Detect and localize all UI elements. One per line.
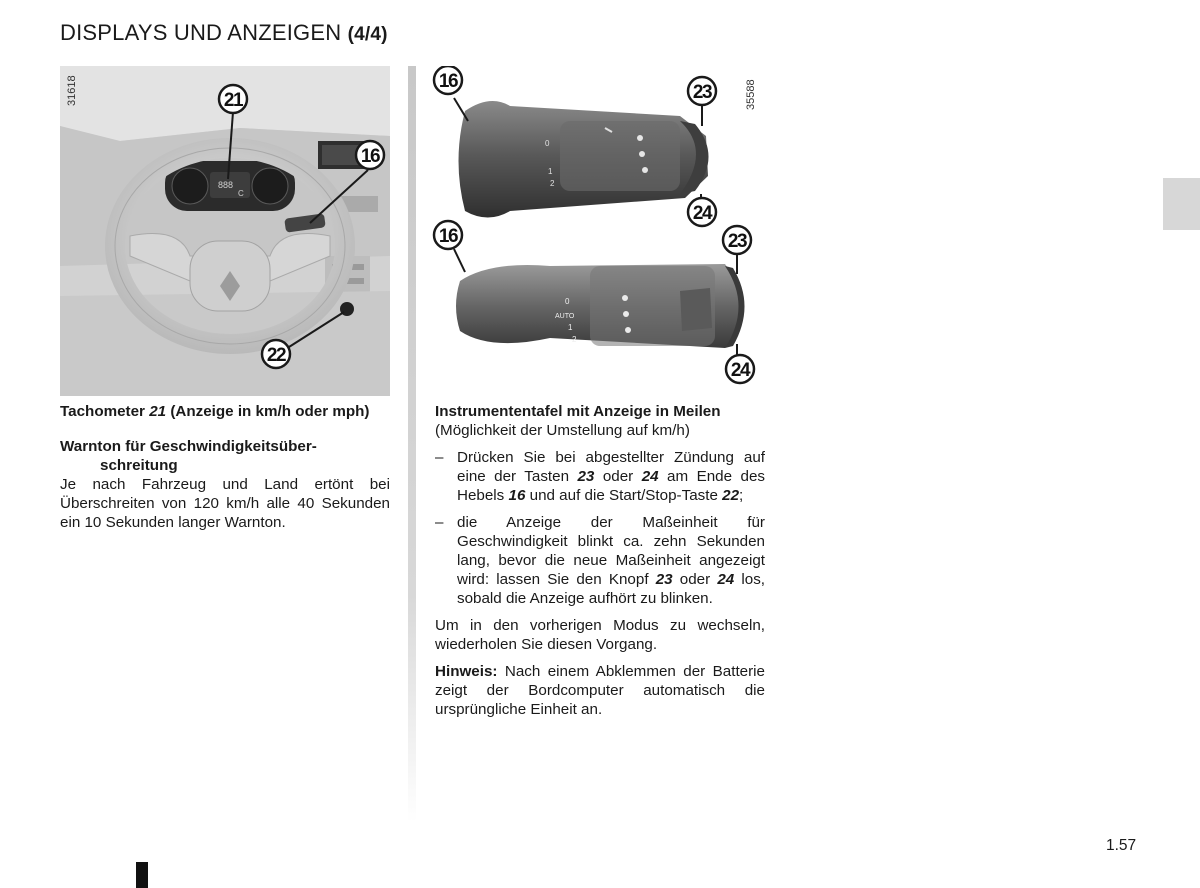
speed-digits: 888 <box>218 180 234 190</box>
upper-mark-one: 1 <box>548 167 553 176</box>
svg-text:24: 24 <box>692 203 712 224</box>
callout-21 <box>219 85 247 113</box>
item1-text-c: am Ende des Hebels <box>457 468 765 504</box>
lower-wiper-drop-2 <box>623 311 629 317</box>
note-paragraph <box>435 662 765 719</box>
note-label: Hinweis: <box>435 663 498 680</box>
left-text-column <box>60 402 390 532</box>
speedometer-caption-b: (Anzeige in km/h oder mph) <box>166 403 370 420</box>
speed-symbol: C <box>238 189 244 198</box>
dashboard-caption-normal: (Möglichkeit der Umstellung auf km/h) <box>435 422 690 439</box>
svg-text:24: 24 <box>730 360 750 381</box>
dash-bullet: – <box>435 514 444 531</box>
lower-mark-zero: 0 <box>565 297 570 306</box>
instruction-item-1 <box>435 448 765 505</box>
svg-text:23: 23 <box>727 231 747 252</box>
page-title-suffix: (4/4) <box>347 24 388 45</box>
stalk-illustration <box>430 66 766 396</box>
upper-stalk-ring <box>560 121 680 191</box>
dashboard-illustration <box>60 66 390 396</box>
stalk-drawing <box>430 66 766 396</box>
callout-upper-16 <box>434 66 462 94</box>
leader-upper-16 <box>454 98 468 121</box>
page-title <box>60 20 388 46</box>
page-number: 1.57 <box>1106 837 1137 854</box>
svg-text:23: 23 <box>692 82 712 103</box>
warning-heading-line1: Warnton für Geschwindigkeitsüber- <box>60 438 317 455</box>
item1-num-22: 22 <box>722 487 740 504</box>
upper-wiper-drop-2 <box>639 151 645 157</box>
svg-text:16: 16 <box>360 146 380 167</box>
warning-heading-line2: schreitung <box>100 457 178 474</box>
item1-num-24: 24 <box>641 468 659 485</box>
callout-16 <box>356 141 384 169</box>
item1-text-d: und auf die Start/Stop-Taste <box>525 487 723 504</box>
callout-upper-24 <box>688 198 716 226</box>
right-text-column <box>435 402 765 719</box>
fuel-dial <box>252 168 288 204</box>
speedometer-caption-num: 21 <box>149 403 167 420</box>
item1-text-e: ; <box>739 487 744 504</box>
warning-body: Je nach Fahrzeug und Land ertönt bei Überschreiten von 120 km/h alle 40 Sekunden ein 10 Sekunden langer Warnton. <box>60 476 390 531</box>
image-code-left: 31618 <box>66 75 78 106</box>
svg-text:16: 16 <box>438 71 458 92</box>
callout-lower-16 <box>434 221 462 249</box>
upper-wiper-drop-1 <box>637 135 643 141</box>
speedometer-caption <box>60 402 390 421</box>
upper-mark-zero: 0 <box>545 139 550 148</box>
callout-lower-24 <box>726 355 754 383</box>
dashboard-caption-bold: Instrumententafel mit Anzeige in Meilen <box>435 403 721 420</box>
image-code-right: 35588 <box>745 79 757 110</box>
item2-text-a: die Anzeige der Maßeinheit für Geschwindigkeit blinkt ca. zehn Sekunden lang, bevor die neue Maßeinheit angezeigt wird: lassen Sie den Knopf <box>457 514 765 588</box>
dash-bullet: – <box>435 449 444 466</box>
leader-lower-16 <box>454 249 465 272</box>
rev-counter-dial <box>172 168 208 204</box>
lower-wiper-drop-1 <box>622 295 628 301</box>
lower-mark-two: 2 <box>572 335 577 344</box>
svg-text:22: 22 <box>266 345 286 366</box>
instruction-item-2 <box>435 513 765 608</box>
upper-wiper-drop-3 <box>642 167 648 173</box>
item2-text-c: los, sobald die Anzeige aufhört zu blinken. <box>457 571 766 607</box>
note-text: Nach einem Abklemmen der Batterie zeigt der Bordcomputer automatisch die ursprüngliche Einheit an. <box>435 663 765 718</box>
column-divider <box>408 66 416 822</box>
page-title-text: DISPLAYS UND ANZEIGEN <box>60 20 342 45</box>
item2-num-24: 24 <box>717 571 735 588</box>
item2-num-23: 23 <box>655 571 673 588</box>
item1-num-16: 16 <box>508 487 526 504</box>
item1-text-a: Drücken Sie bei abgestellter Zündung auf eine der Tasten <box>457 449 765 485</box>
dashboard-drawing <box>60 66 390 396</box>
item1-num-23: 23 <box>577 468 595 485</box>
callout-22 <box>262 340 290 368</box>
lower-wiper-drop-3 <box>625 327 631 333</box>
svg-text:16: 16 <box>438 226 458 247</box>
item2-text-b: oder <box>672 571 718 588</box>
revert-paragraph: Um in den vorherigen Modus zu wechseln, wiederholen Sie diesen Vorgang. <box>435 617 765 653</box>
callout-lower-23 <box>723 226 751 254</box>
upper-mark-two: 2 <box>550 179 555 188</box>
lower-stalk-knob <box>680 288 712 331</box>
bottom-marker-bar <box>136 862 148 888</box>
svg-text:21: 21 <box>223 90 243 111</box>
speedometer-caption-a: Tachometer <box>60 403 150 420</box>
dashboard-caption <box>435 402 765 440</box>
lower-mark-one: 1 <box>568 323 573 332</box>
callout-upper-23 <box>688 77 716 105</box>
chapter-side-tab <box>1163 178 1200 230</box>
item1-text-b: oder <box>594 468 642 485</box>
lower-mark-auto: AUTO <box>555 313 575 320</box>
